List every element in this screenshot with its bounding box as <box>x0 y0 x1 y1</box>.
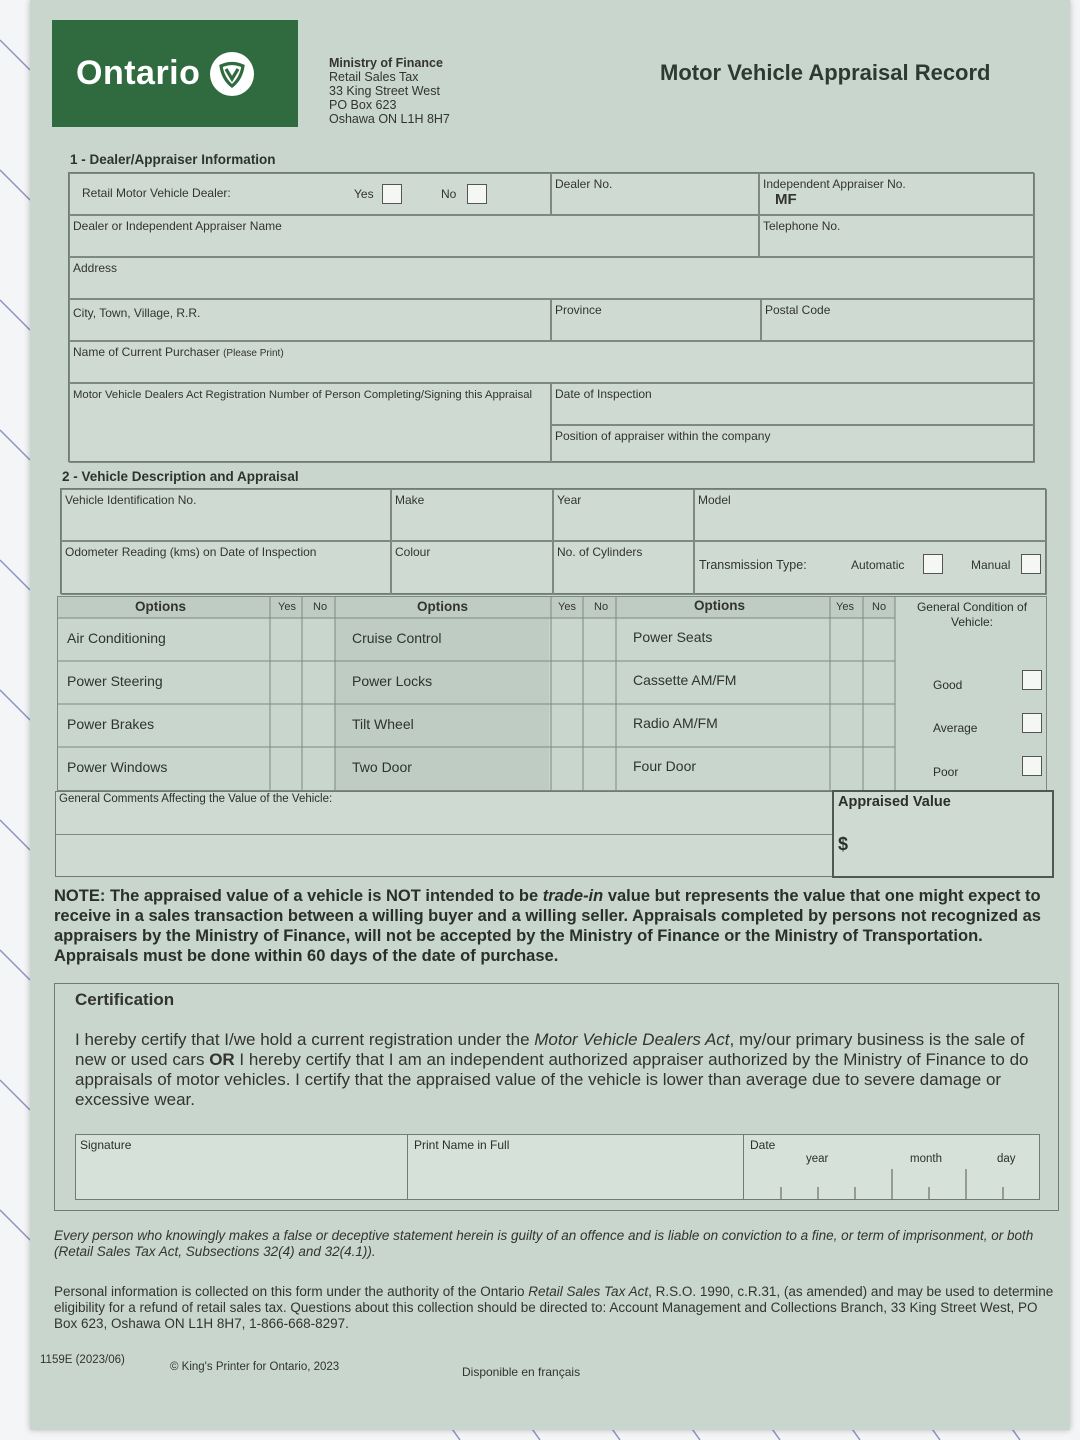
note-tradein: trade-in <box>542 887 604 905</box>
cert-text-2: , my/our primary business is the sale of new or used cars <box>75 1030 1025 1069</box>
note-paragraph <box>54 886 1054 966</box>
privacy-statement <box>54 1284 1064 1332</box>
option-power-brakes: Power Brakes <box>67 716 155 732</box>
section1-title: 1 - Dealer/Appraiser Information <box>70 152 276 167</box>
poor-label: Poor <box>933 765 959 779</box>
manual-checkbox[interactable] <box>1021 554 1041 574</box>
cert-act: Motor Vehicle Dealers Act <box>534 1030 730 1049</box>
section1-box <box>68 172 1034 462</box>
yes-header-3: Yes <box>836 601 854 613</box>
ministry-box: PO Box 623 <box>329 98 397 112</box>
option-cruise-control: Cruise Control <box>352 630 442 646</box>
average-label: Average <box>933 721 978 735</box>
model-cell[interactable] <box>694 489 1047 541</box>
date-tick-marks <box>744 1169 1040 1199</box>
option-two-door: Two Door <box>352 759 412 775</box>
purchaser-label: Name of Current Purchaser <box>73 345 220 359</box>
cert-or: OR <box>209 1050 235 1069</box>
print-name-label: Print Name in Full <box>414 1138 510 1152</box>
date-cell[interactable] <box>744 1135 1040 1199</box>
logo-text: Ontario <box>76 54 201 92</box>
appraised-value-label: Appraised Value <box>838 794 951 810</box>
cert-text-3: I hereby certify that I am an independent authorized appraiser authorized by the Ministry of Finance to do appraisals of motor vehicles. I certify that the appraised value of the vehicle is lower than average due to severe damage or excessive wear. <box>75 1050 1029 1109</box>
province-label: Province <box>555 303 602 317</box>
signature-cell[interactable] <box>76 1135 408 1199</box>
dealer-yes-checkbox[interactable] <box>382 184 402 204</box>
day-label: day <box>997 1153 1016 1165</box>
manual-label: Manual <box>971 558 1011 572</box>
copyright: © King's Printer for Ontario, 2023 <box>170 1361 340 1373</box>
transmission-cell <box>694 541 1047 595</box>
inspection-date-label: Date of Inspection <box>555 387 652 401</box>
option-radio: Radio AM/FM <box>633 715 718 731</box>
french-availability: Disponible en français <box>462 1365 581 1379</box>
vin-label: Vehicle Identification No. <box>65 493 197 507</box>
yes-header-2: Yes <box>558 601 576 613</box>
average-checkbox[interactable] <box>1022 713 1042 733</box>
automatic-checkbox[interactable] <box>923 554 943 574</box>
appraiser-no-label: Independent Appraiser No. <box>763 177 906 191</box>
colour-cell[interactable] <box>391 541 553 595</box>
options-header-2: Options <box>417 599 468 614</box>
note-lead: NOTE: <box>54 887 106 905</box>
telephone-label: Telephone No. <box>763 219 841 233</box>
yes-label: Yes <box>354 187 374 201</box>
odometer-cell[interactable] <box>61 541 391 595</box>
year-label: year <box>806 1153 829 1165</box>
privacy-text-1: Personal information is collected on this form under the authority of the Ontario <box>54 1284 525 1299</box>
note-text-1: The appraised value of a vehicle is NOT intended to be <box>109 887 539 905</box>
signature-row <box>75 1134 1040 1200</box>
make-label: Make <box>395 493 425 507</box>
option-tilt-wheel: Tilt Wheel <box>352 716 414 732</box>
position-label: Position of appraiser within the company <box>555 429 771 443</box>
option-air-conditioning: Air Conditioning <box>67 630 166 646</box>
address-label: Address <box>73 261 118 275</box>
telephone-cell[interactable] <box>759 215 1035 257</box>
certification-box <box>54 983 1059 1211</box>
transmission-label: Transmission Type: <box>699 558 807 572</box>
option-power-seats: Power Seats <box>633 629 713 645</box>
poor-checkbox[interactable] <box>1022 756 1042 776</box>
appraiser-no-cell[interactable] <box>759 173 1035 215</box>
form-number: 1159E (2023/06) <box>40 1354 125 1366</box>
dealer-name-label: Dealer or Independent Appraiser Name <box>73 219 282 233</box>
general-condition-label: General Condition of Vehicle: <box>916 600 1028 629</box>
no-header-1: No <box>313 601 328 613</box>
good-checkbox[interactable] <box>1022 670 1042 690</box>
colour-label: Colour <box>395 545 431 559</box>
no-header-2: No <box>594 601 609 613</box>
dealer-no-checkbox[interactable] <box>467 184 487 204</box>
comments-box[interactable] <box>55 791 833 877</box>
no-header-3: No <box>872 601 887 613</box>
ministry-address <box>329 56 450 126</box>
privacy-text-2: , R.S.O. 1990, c.R.31, (as amended) and may be used to determine eligibility for a refund of retail sales tax. Questions about this collection should be directed to: Account Management and Collections Branch, 33 King Street West, PO Box 623, Oshawa ON L1H 8H7, 1-866-668-8297. <box>54 1284 1054 1331</box>
form-title: Motor Vehicle Appraisal Record <box>660 60 991 85</box>
mf-prefix: MF <box>775 191 797 208</box>
dealer-no-label: Dealer No. <box>555 177 613 191</box>
ministry-dept: Retail Sales Tax <box>329 70 419 84</box>
note-text-2: value but represents the value that one might expect to receive in a sales transaction between a willing buyer and a willing seller. Appraisals completed by persons not recognized as appraisers by the Ministry of Finance, will not be accepted by the Ministry of Finance or the Ministry of Transportation. Appraisals must be done within 60 days of the date of purchase. <box>54 887 1041 965</box>
appraised-value-box[interactable] <box>832 790 1054 878</box>
model-label: Model <box>698 493 731 507</box>
cylinders-label: No. of Cylinders <box>557 545 643 559</box>
offence-statement: Every person who knowingly makes a false or deceptive statement herein is guilty of an offence and is liable on conviction to a fine, or term of imprisonment, or both (Retail Sales Tax Act, Subsections 32(4) and 32(4.1)). <box>54 1228 1034 1259</box>
comments-divider <box>56 834 832 835</box>
make-cell[interactable] <box>391 489 553 541</box>
options-header-1: Options <box>135 599 186 614</box>
print-name-cell[interactable] <box>408 1135 744 1199</box>
ministry-city: Oshawa ON L1H 8H7 <box>329 112 450 126</box>
cert-text-1: I hereby certify that I/we hold a current registration under the <box>75 1030 530 1049</box>
privacy-act: Retail Sales Tax Act <box>528 1284 649 1299</box>
province-cell[interactable] <box>551 299 761 341</box>
option-power-locks: Power Locks <box>352 673 433 689</box>
yes-header-1: Yes <box>278 601 296 613</box>
option-power-steering: Power Steering <box>67 673 163 689</box>
year-label: Year <box>557 493 582 507</box>
retail-dealer-cell <box>69 173 551 215</box>
dollar-sign: $ <box>838 834 849 854</box>
options-header-3: Options <box>694 598 745 613</box>
postal-code-label: Postal Code <box>765 303 831 317</box>
comments-label: General Comments Affecting the Value of the Vehicle: <box>59 793 333 805</box>
address-cell[interactable] <box>69 257 1035 299</box>
odometer-label: Odometer Reading (kms) on Date of Inspection <box>65 545 317 559</box>
options-grid <box>57 596 1047 791</box>
section2-title: 2 - Vehicle Description and Appraisal <box>62 469 299 484</box>
postal-code-cell[interactable] <box>761 299 1035 341</box>
good-label: Good <box>933 678 963 692</box>
trillium-icon <box>210 52 254 96</box>
dealer-name-cell[interactable] <box>69 215 759 257</box>
city-cell[interactable] <box>69 299 551 341</box>
year-cell[interactable] <box>553 489 694 541</box>
certification-title: Certification <box>75 990 175 1009</box>
vin-cell[interactable] <box>61 489 391 541</box>
position-cell[interactable] <box>551 425 1035 463</box>
option-cassette: Cassette AM/FM <box>633 672 737 688</box>
certification-text <box>75 1030 1045 1110</box>
date-label: Date <box>750 1138 776 1152</box>
registration-cell[interactable] <box>69 383 551 463</box>
dealer-no-cell[interactable] <box>551 173 759 215</box>
cylinders-cell[interactable] <box>553 541 694 595</box>
month-label: month <box>910 1153 942 1165</box>
purchaser-cell[interactable] <box>69 341 1035 383</box>
signature-label: Signature <box>80 1138 132 1152</box>
vehicle-description-box <box>60 488 1046 594</box>
form-page <box>30 0 1070 1430</box>
options-grid-lines <box>57 596 1047 791</box>
automatic-label: Automatic <box>851 558 905 572</box>
registration-label: Motor Vehicle Dealers Act Registration Number of Person Completing/Signing this Appraisal <box>73 389 533 401</box>
purchaser-note: (Please Print) <box>223 348 284 359</box>
ontario-logo <box>52 20 298 127</box>
ministry-name: Ministry of Finance <box>329 56 443 70</box>
ministry-street: 33 King Street West <box>329 84 440 98</box>
inspection-date-cell[interactable] <box>551 383 1035 425</box>
option-four-door: Four Door <box>633 758 697 774</box>
option-power-windows: Power Windows <box>67 759 168 775</box>
city-label: City, Town, Village, R.R. <box>73 306 201 320</box>
no-label: No <box>441 187 457 201</box>
retail-dealer-label: Retail Motor Vehicle Dealer: <box>82 186 231 200</box>
